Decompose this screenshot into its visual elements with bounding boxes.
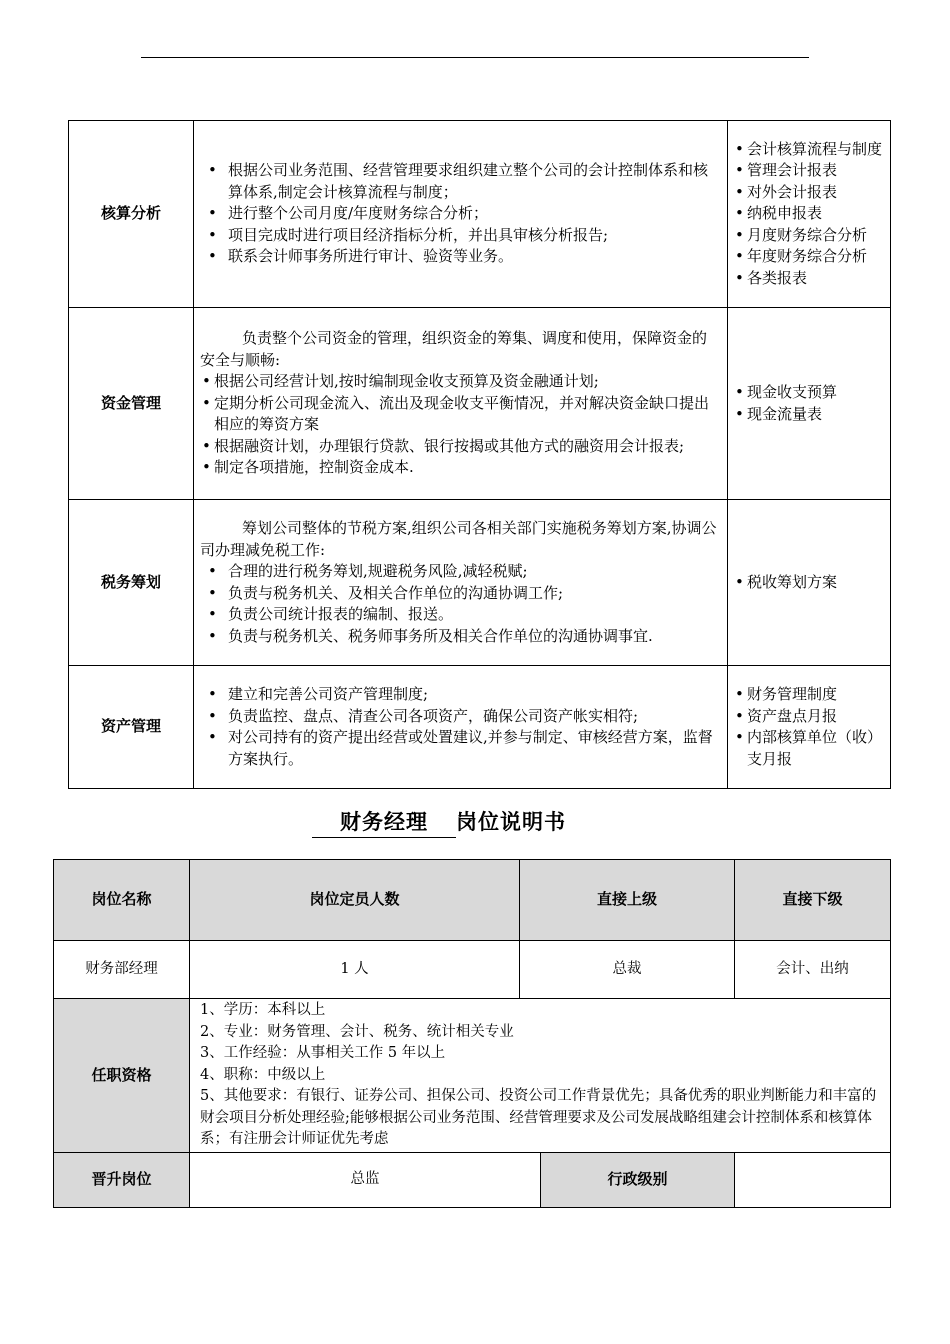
title-position-name: 财务经理 <box>312 806 456 838</box>
header-direct-subordinate: 直接下级 <box>735 860 891 941</box>
duty-intro: 筹划公司整体的节税方案,组织公司各相关部门实施税务筹划方案,协调公司办理减免税工作: <box>200 519 717 559</box>
duty-row <box>69 121 891 308</box>
duty-bullet: • 联系会计师事务所进行审计、验资等业务。 <box>200 246 719 268</box>
duty-label: 资金管理 <box>69 308 194 500</box>
qualifications-row <box>54 999 891 1153</box>
duty-bullet: • 根据公司经营计划,按时编制现金收支预算及资金融通计划; <box>200 371 719 393</box>
duty-intro: 负责整个公司资金的管理，组织资金的筹集、调度和使用，保障资金的安全与顺畅: <box>200 329 708 369</box>
output-item: • 纳税申报表 <box>733 203 886 225</box>
duty-row <box>69 500 891 666</box>
qualification-item: 2、专业：财务管理、会计、税务、统计相关专业 <box>200 1023 514 1040</box>
duty-content <box>194 121 728 308</box>
duty-bullet-list <box>200 684 719 770</box>
promotion-value: 总监 <box>350 1171 380 1188</box>
duty-bullet: • 建立和完善公司资产管理制度; <box>200 684 719 706</box>
duty-bullet: • 负责公司统计报表的编制、报送。 <box>200 604 719 626</box>
qualifications-content <box>190 999 891 1153</box>
duty-bullet-list <box>200 160 719 268</box>
direct-superior-value: 总裁 <box>520 941 735 999</box>
output-item: • 税收筹划方案 <box>733 572 886 594</box>
output-list <box>733 684 886 770</box>
duty-bullet-list <box>200 371 719 479</box>
output-item: • 内部核算单位（收）支月报 <box>733 727 886 770</box>
output-item: • 年度财务综合分析 <box>733 246 886 268</box>
duty-bullet: • 对公司持有的资产提出经营或处置建议,并参与制定、审核经营方案，监督方案执行。 <box>200 727 719 770</box>
admin-level-label: 行政级别 <box>540 1153 734 1207</box>
output-item: • 会计核算流程与制度 <box>733 139 886 161</box>
qualification-item: 4、职称：中级以上 <box>200 1066 326 1083</box>
header-row <box>54 860 891 941</box>
output-item: • 对外会计报表 <box>733 182 886 204</box>
output-item: • 管理会计报表 <box>733 160 886 182</box>
header-direct-superior: 直接上级 <box>520 860 735 941</box>
duty-bullet: • 进行整个公司月度/年度财务综合分析； <box>200 203 719 225</box>
duty-bullet: • 负责监控、盘点、清查公司各项资产，确保公司资产帐实相符; <box>200 706 719 728</box>
qualification-item: 1、学历：本科以上 <box>200 1002 326 1018</box>
output-item: • 财务管理制度 <box>733 684 886 706</box>
output-item: • 资产盘点月报 <box>733 706 886 728</box>
value-row <box>54 941 891 999</box>
output-list <box>733 572 886 594</box>
duty-bullet: • 定期分析公司现金流入、流出及现金收支平衡情况，并对解决资金缺口提出相应的筹资方案 <box>200 393 719 436</box>
duty-label: 税务筹划 <box>69 500 194 666</box>
output-item: • 现金收支预算 <box>733 382 886 404</box>
job-description-table <box>53 859 891 1208</box>
duty-outputs <box>728 500 891 666</box>
title-suffix: 岗位说明书 <box>456 810 566 834</box>
headcount-value: 1 人 <box>190 941 520 999</box>
duty-content <box>194 666 728 789</box>
duty-label: 资产管理 <box>69 666 194 789</box>
promotion-cell <box>190 1153 735 1208</box>
duty-outputs <box>728 666 891 789</box>
document-title <box>312 806 566 838</box>
duty-bullet: • 制定各项措施，控制资金成本. <box>200 457 719 479</box>
header-position-name: 岗位名称 <box>54 860 190 941</box>
duty-bullet: • 项目完成时进行项目经济指标分析，并出具审核分析报告; <box>200 225 719 247</box>
promotion-row <box>54 1153 891 1208</box>
duty-bullet: • 合理的进行税务筹划,规避税务风险,减轻税赋; <box>200 561 719 583</box>
duty-content <box>194 308 728 500</box>
admin-level-value <box>735 1153 891 1208</box>
output-list <box>733 139 886 290</box>
qualifications-label: 任职资格 <box>54 999 190 1153</box>
duty-bullet: • 负责与税务机关、及相关合作单位的沟通协调工作; <box>200 583 719 605</box>
header-rule <box>141 57 809 58</box>
duty-bullet-list <box>200 561 719 647</box>
duty-label: 核算分析 <box>69 121 194 308</box>
duty-bullet: • 根据公司业务范围、经营管理要求组织建立整个公司的会计控制体系和核算体系,制定会计核算流程与制度； <box>200 160 719 203</box>
duty-content <box>194 500 728 666</box>
duty-row <box>69 308 891 500</box>
output-item: • 各类报表 <box>733 268 886 290</box>
output-list <box>733 382 886 425</box>
qualification-item: 3、工作经验：从事相关工作 5 年以上 <box>200 1045 446 1061</box>
position-name-value: 财务部经理 <box>54 941 190 999</box>
duty-row <box>69 666 891 789</box>
qualification-item: 5、其他要求：有银行、证券公司、担保公司、投资公司工作背景优先；具备优秀的职业判断能力和丰富的财会项目分析处理经验;能够根据公司业务范围、经营管理要求及公司发展战略组建会计控制体系和核算体系；有注册会计师证优先考虑 <box>200 1088 877 1147</box>
promotion-label: 晋升岗位 <box>54 1153 190 1208</box>
duty-outputs <box>728 121 891 308</box>
duty-bullet: • 根据融资计划，办理银行贷款、银行按揭或其他方式的融资用会计报表; <box>200 436 719 458</box>
output-item: • 月度财务综合分析 <box>733 225 886 247</box>
duty-bullet: • 负责与税务机关、税务师事务所及相关合作单位的沟通协调事宜. <box>200 626 719 648</box>
header-headcount: 岗位定员人数 <box>190 860 520 941</box>
direct-subordinate-value: 会计、出纳 <box>735 941 891 999</box>
output-item: • 现金流量表 <box>733 404 886 426</box>
duties-table <box>68 120 891 789</box>
duty-outputs <box>728 308 891 500</box>
